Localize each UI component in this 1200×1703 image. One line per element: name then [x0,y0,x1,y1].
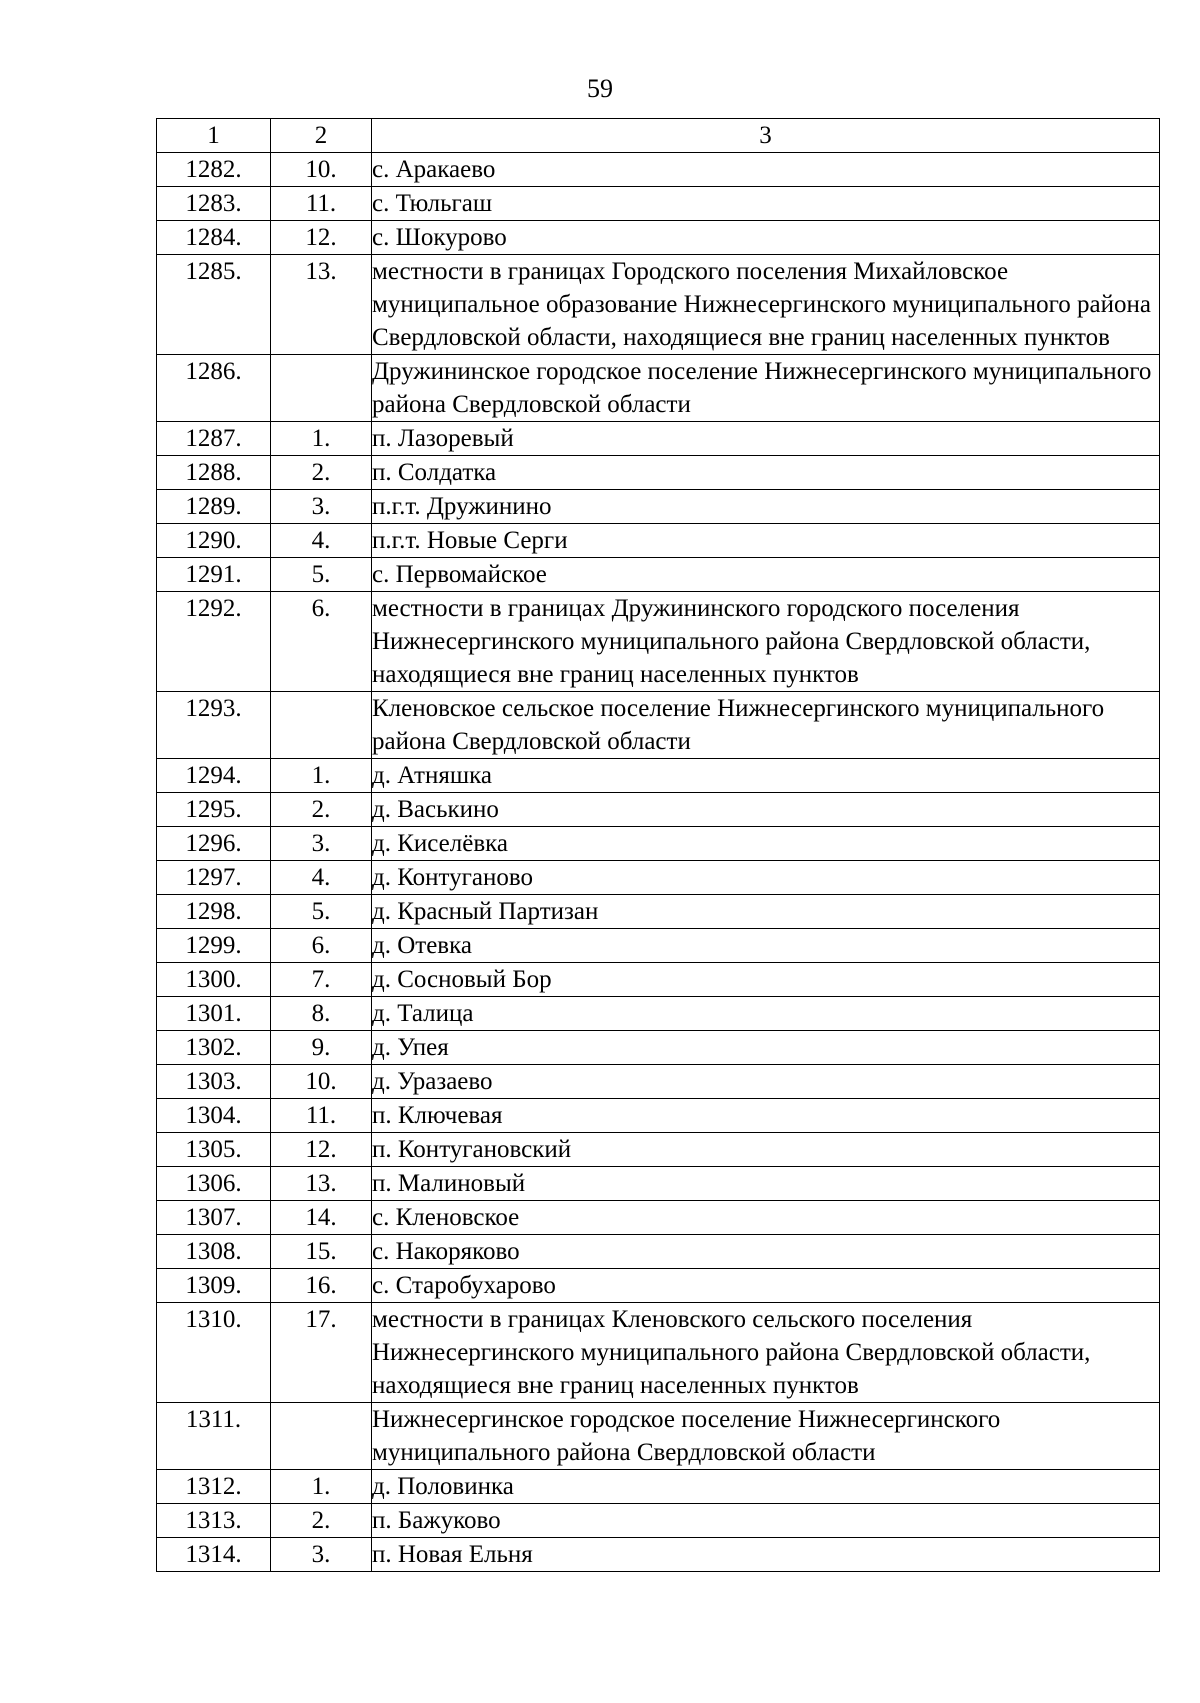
sub-number-cell: 9. [271,1031,372,1065]
row-number-cell: 1295. [157,793,271,827]
sub-number-cell: 3. [271,827,372,861]
row-number-cell: 1291. [157,558,271,592]
sub-number-cell [271,355,372,422]
page-number: 59 [587,74,613,103]
sub-number-cell: 11. [271,1099,372,1133]
table-row [157,692,1160,759]
sub-number-cell: 16. [271,1269,372,1303]
settlement-name-cell: п.г.т. Новые Серги [372,524,1160,558]
settlement-name-cell: д. Атняшка [372,759,1160,793]
sub-number-cell: 10. [271,1065,372,1099]
row-number-cell: 1304. [157,1099,271,1133]
table-row [157,1235,1160,1269]
sub-number-cell: 14. [271,1201,372,1235]
row-number-cell: 1290. [157,524,271,558]
sub-number-cell: 5. [271,558,372,592]
table-row [157,1538,1160,1572]
settlement-name-cell: п. Солдатка [372,456,1160,490]
row-number-cell: 1286. [157,355,271,422]
row-number-cell: 1308. [157,1235,271,1269]
table-row [157,187,1160,221]
settlement-name-cell: с. Первомайское [372,558,1160,592]
settlement-name-cell: с. Тюльгаш [372,187,1160,221]
sub-number-cell [271,692,372,759]
table-row [157,1470,1160,1504]
table-row [157,1504,1160,1538]
row-number-cell: 1282. [157,153,271,187]
row-number-cell: 1294. [157,759,271,793]
table-header-row [157,119,1160,153]
column-header-3: 3 [372,119,1160,153]
settlement-name-cell: д. Васькино [372,793,1160,827]
sub-number-cell: 2. [271,793,372,827]
table-row [157,1269,1160,1303]
sub-number-cell: 1. [271,422,372,456]
row-number-cell: 1283. [157,187,271,221]
table-row [157,1065,1160,1099]
settlement-name-cell: Нижнесергинское городское поселение Нижнесергинского муниципального района Свердловской области [372,1403,1160,1470]
settlement-name-cell: п. Контугановский [372,1133,1160,1167]
settlement-name-cell: д. Контуганово [372,861,1160,895]
column-header-1: 1 [157,119,271,153]
row-number-cell: 1298. [157,895,271,929]
settlement-name-cell: местности в границах Дружининского городского поселения Нижнесергинского муниципального района Свердловской области, находящиеся вне границ населенных пунктов [372,592,1160,692]
row-number-cell: 1297. [157,861,271,895]
row-number-cell: 1300. [157,963,271,997]
sub-number-cell [271,1403,372,1470]
table-row [157,422,1160,456]
sub-number-cell: 6. [271,592,372,692]
settlement-name-cell: д. Киселёвка [372,827,1160,861]
table-row [157,1303,1160,1403]
row-number-cell: 1303. [157,1065,271,1099]
table-row [157,997,1160,1031]
row-number-cell: 1309. [157,1269,271,1303]
sub-number-cell: 4. [271,861,372,895]
table-row [157,895,1160,929]
row-number-cell: 1307. [157,1201,271,1235]
table-row [157,1201,1160,1235]
row-number-cell: 1314. [157,1538,271,1572]
sub-number-cell: 17. [271,1303,372,1403]
sub-number-cell: 11. [271,187,372,221]
sub-number-cell: 15. [271,1235,372,1269]
settlement-name-cell: Дружининское городское поселение Нижнесергинского муниципального района Свердловской области [372,355,1160,422]
table-row [157,759,1160,793]
column-header-2: 2 [271,119,372,153]
sub-number-cell: 5. [271,895,372,929]
settlement-name-cell: д. Упея [372,1031,1160,1065]
settlement-name-cell: п. Лазоревый [372,422,1160,456]
sub-number-cell: 13. [271,1167,372,1201]
sub-number-cell: 6. [271,929,372,963]
sub-number-cell: 13. [271,255,372,355]
settlement-name-cell: с. Кленовское [372,1201,1160,1235]
settlement-name-cell: п. Новая Ельня [372,1538,1160,1572]
settlement-name-cell: д. Красный Партизан [372,895,1160,929]
row-number-cell: 1285. [157,255,271,355]
row-number-cell: 1305. [157,1133,271,1167]
settlement-name-cell: д. Отевка [372,929,1160,963]
settlement-name-cell: Кленовское сельское поселение Нижнесергинского муниципального района Свердловской области [372,692,1160,759]
row-number-cell: 1311. [157,1403,271,1470]
row-number-cell: 1302. [157,1031,271,1065]
table-row [157,456,1160,490]
settlement-name-cell: местности в границах Городского поселения Михайловское муниципальное образование Нижнесергинского муниципального района Свердловской области, находящиеся вне границ населенных пунктов [372,255,1160,355]
sub-number-cell: 3. [271,490,372,524]
sub-number-cell: 7. [271,963,372,997]
sub-number-cell: 10. [271,153,372,187]
table-row [157,793,1160,827]
settlement-name-cell: д. Половинка [372,1470,1160,1504]
row-number-cell: 1296. [157,827,271,861]
settlement-name-cell: с. Аракаево [372,153,1160,187]
row-number-cell: 1287. [157,422,271,456]
settlements-table [156,118,1160,1572]
table-row [157,929,1160,963]
row-number-cell: 1289. [157,490,271,524]
sub-number-cell: 12. [271,221,372,255]
table-row [157,221,1160,255]
settlement-name-cell: д. Талица [372,997,1160,1031]
sub-number-cell: 3. [271,1538,372,1572]
table-row [157,558,1160,592]
table-row [157,963,1160,997]
row-number-cell: 1293. [157,692,271,759]
table-row [157,153,1160,187]
row-number-cell: 1313. [157,1504,271,1538]
table-row [157,827,1160,861]
settlement-name-cell: д. Сосновый Бор [372,963,1160,997]
settlement-name-cell: с. Старобухарово [372,1269,1160,1303]
table-row [157,1403,1160,1470]
table-row [157,355,1160,422]
row-number-cell: 1306. [157,1167,271,1201]
settlement-name-cell: п. Малиновый [372,1167,1160,1201]
table-body [157,153,1160,1572]
sub-number-cell: 12. [271,1133,372,1167]
sub-number-cell: 4. [271,524,372,558]
sub-number-cell: 8. [271,997,372,1031]
settlement-name-cell: местности в границах Кленовского сельского поселения Нижнесергинского муниципального района Свердловской области, находящиеся вне границ населенных пунктов [372,1303,1160,1403]
table-row [157,592,1160,692]
table-row [157,1133,1160,1167]
sub-number-cell: 2. [271,456,372,490]
row-number-cell: 1312. [157,1470,271,1504]
table-row [157,524,1160,558]
table-row [157,490,1160,524]
settlement-name-cell: д. Уразаево [372,1065,1160,1099]
sub-number-cell: 2. [271,1504,372,1538]
row-number-cell: 1299. [157,929,271,963]
row-number-cell: 1292. [157,592,271,692]
sub-number-cell: 1. [271,759,372,793]
row-number-cell: 1284. [157,221,271,255]
table-row [157,1099,1160,1133]
table-row [157,255,1160,355]
settlement-name-cell: п. Бажуково [372,1504,1160,1538]
settlement-name-cell: п. Ключевая [372,1099,1160,1133]
row-number-cell: 1310. [157,1303,271,1403]
row-number-cell: 1288. [157,456,271,490]
settlement-name-cell: с. Накоряково [372,1235,1160,1269]
settlement-name-cell: п.г.т. Дружинино [372,490,1160,524]
table-row [157,1167,1160,1201]
table-row [157,861,1160,895]
settlement-name-cell: с. Шокурово [372,221,1160,255]
sub-number-cell: 1. [271,1470,372,1504]
table-row [157,1031,1160,1065]
row-number-cell: 1301. [157,997,271,1031]
